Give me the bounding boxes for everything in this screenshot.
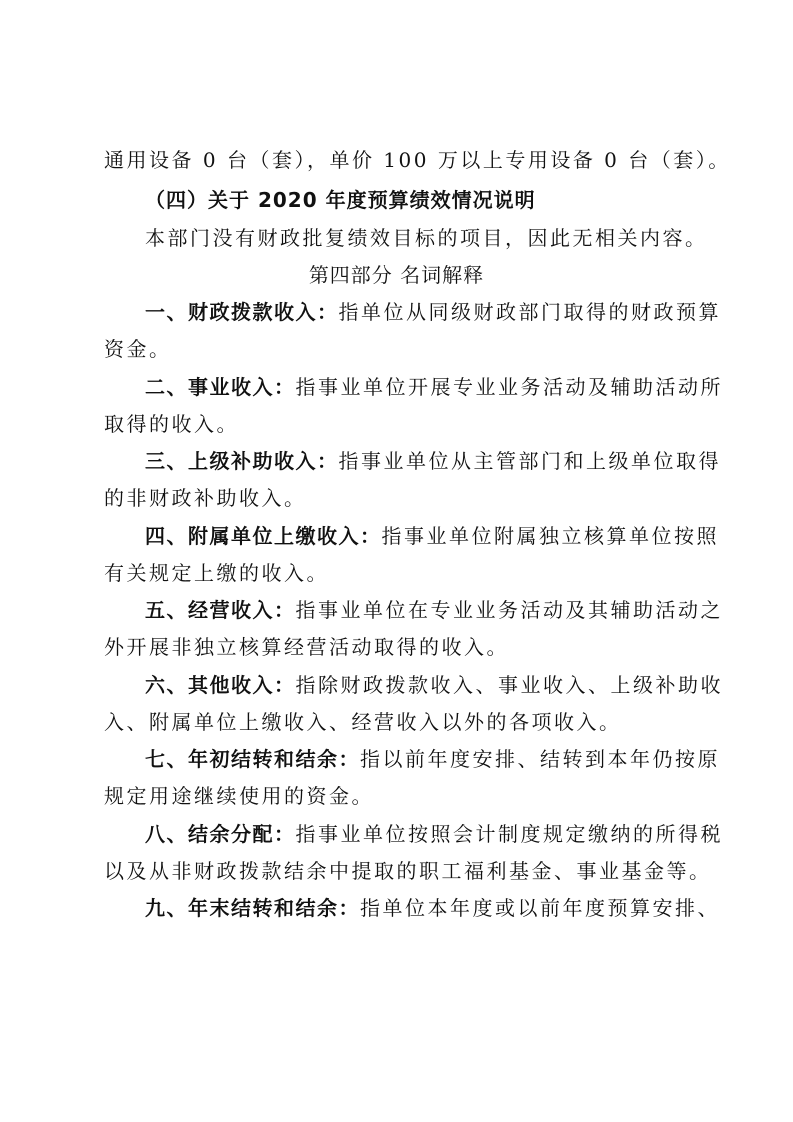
term-definition: 指单位从同级财政部门取得的财政预算 (338, 300, 721, 324)
term-definition: 指事业单位开展专业业务活动及辅助活动所 (295, 375, 723, 399)
term-paragraph-4 (145, 522, 745, 550)
term-label: 七、年初结转和结余： (145, 747, 360, 771)
term-continuation-6: 入、附属单位上缴收入、经营收入以外的各项收入。 (104, 710, 622, 734)
performance-body: 本部门没有财政批复绩效目标的项目，因此无相关内容。 (145, 226, 708, 250)
equipment-line: 通用设备 0 台（套），单价 100 万以上专用设备 0 台（套）。 (104, 148, 731, 172)
term-label: 九、年末结转和结余： (145, 896, 360, 920)
term-continuation-2: 取得的收入。 (104, 412, 239, 436)
term-continuation-4: 有关规定上缴的收入。 (104, 561, 329, 585)
term-continuation-8: 以及从非财政拨款结余中提取的职工福利基金、事业基金等。 (104, 859, 712, 883)
term-definition: 指事业单位附属独立核算单位按照 (381, 524, 719, 548)
term-definition: 指事业单位在专业业务活动及其辅助活动之 (295, 598, 723, 622)
term-definition: 指除财政拨款收入、事业收入、上级补助收 (295, 673, 723, 697)
term-paragraph-3 (145, 447, 745, 475)
term-continuation-7: 规定用途继续使用的资金。 (104, 784, 374, 808)
term-paragraph-2 (145, 373, 745, 401)
term-label: 八、结余分配： (145, 822, 296, 846)
term-definition: 指以前年度安排、结转到本年仍按原 (360, 747, 720, 771)
term-label: 一、财政拨款收入： (145, 300, 339, 324)
term-paragraph-7 (145, 745, 745, 773)
term-definition: 指单位本年度或以前年度预算安排、 (360, 896, 720, 920)
term-paragraph-1 (145, 298, 745, 326)
term-paragraph-6 (145, 671, 745, 699)
term-label: 四、附属单位上缴收入： (145, 524, 382, 548)
term-paragraph-8 (145, 820, 745, 848)
term-label: 五、经营收入： (145, 598, 296, 622)
term-continuation-3: 的非财政补助收入。 (104, 486, 307, 510)
term-paragraph-5 (145, 596, 745, 624)
part-four-title: 第四部分 名词解释 (308, 263, 485, 287)
term-continuation-1: 资金。 (104, 337, 172, 361)
term-continuation-5: 外开展非独立核算经营活动取得的收入。 (104, 635, 509, 659)
term-paragraph-9 (145, 894, 745, 922)
term-label: 二、事业收入： (145, 375, 296, 399)
section-heading-performance: （四）关于 2020 年度预算绩效情况说明 (145, 188, 536, 212)
term-label: 六、其他收入： (145, 673, 296, 697)
term-definition: 指事业单位从主管部门和上级单位取得 (338, 449, 721, 473)
term-label: 三、上级补助收入： (145, 449, 339, 473)
term-definition: 指事业单位按照会计制度规定缴纳的所得税 (295, 822, 723, 846)
